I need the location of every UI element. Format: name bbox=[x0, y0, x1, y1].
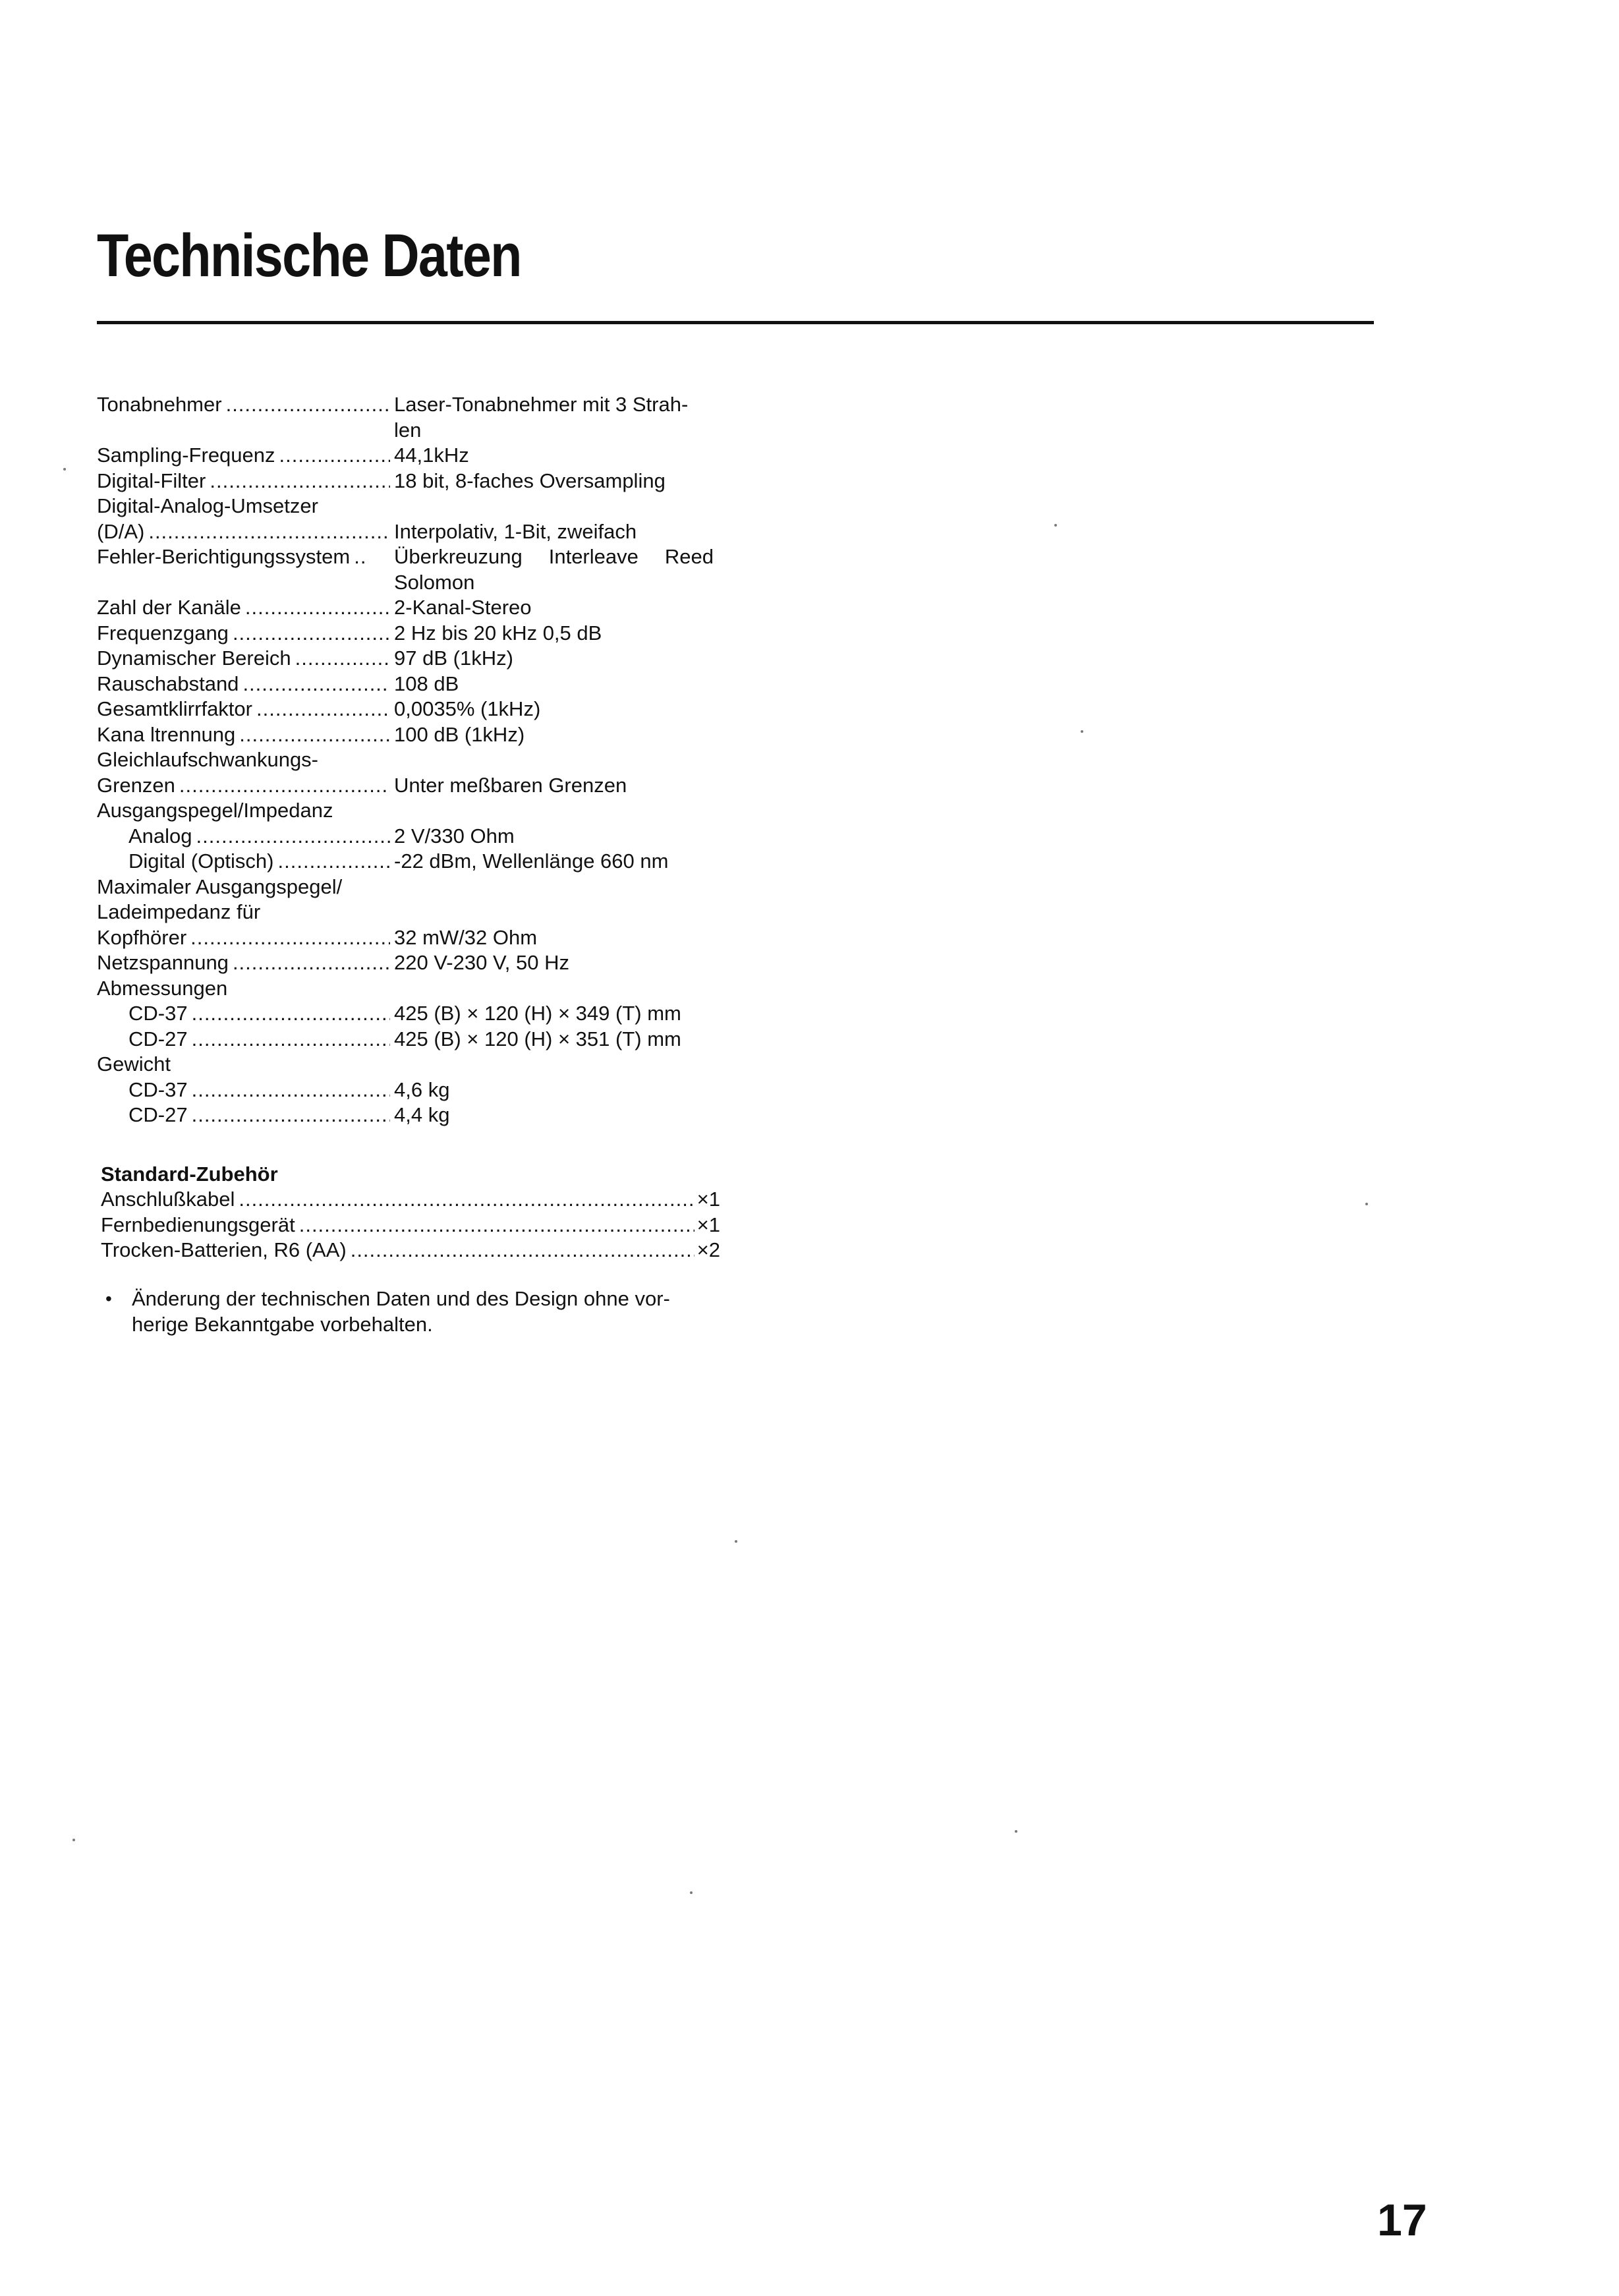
spec-label bbox=[97, 621, 390, 646]
accessory-row bbox=[101, 1238, 720, 1263]
dot-leader bbox=[274, 849, 391, 875]
scan-speck bbox=[690, 1891, 693, 1894]
spec-row bbox=[97, 1001, 756, 1027]
page-number: 17 bbox=[1377, 2195, 1427, 2245]
spec-value: Unter meßbaren Grenzen bbox=[394, 773, 627, 797]
scan-speck bbox=[72, 1839, 75, 1841]
spec-value: 108 dB bbox=[394, 672, 459, 695]
spec-label bbox=[97, 595, 390, 621]
spec-row bbox=[97, 773, 756, 799]
spec-label bbox=[97, 722, 390, 748]
dot-leader bbox=[229, 621, 390, 646]
dot-leader bbox=[188, 1103, 390, 1128]
spec-group-heading: Ausgangspegel/Impedanz bbox=[97, 799, 333, 822]
spec-value: 0,0035% (1kHz) bbox=[394, 697, 541, 720]
accessories-heading: Standard-Zubehör bbox=[101, 1162, 278, 1186]
spec-label-text: Digital-Filter bbox=[97, 469, 206, 492]
dot-leader bbox=[275, 443, 390, 469]
spec-label-text: Grenzen bbox=[97, 773, 175, 797]
spec-label-text: Analog bbox=[128, 824, 192, 847]
dot-leader bbox=[188, 1077, 390, 1103]
spec-label bbox=[97, 824, 390, 849]
dot-leader bbox=[239, 672, 390, 697]
spec-label bbox=[97, 672, 390, 697]
spec-value: 4,6 kg bbox=[394, 1077, 450, 1101]
spec-value: 2 V/330 Ohm bbox=[394, 824, 515, 847]
spec-list bbox=[97, 392, 756, 1128]
spec-label bbox=[97, 1077, 390, 1103]
footnote-text: Änderung der technischen Daten und des Design ohne vor-herige Bekanntgabe vorbehalten. bbox=[132, 1287, 670, 1336]
spec-value: 32 mW/32 Ohm bbox=[394, 925, 538, 949]
spec-row bbox=[97, 925, 756, 951]
spec-value: Überkreuzung Interleave Reed Solomon bbox=[394, 545, 714, 594]
spec-value: 100 dB (1kHz) bbox=[394, 722, 525, 746]
spec-label bbox=[97, 519, 390, 545]
dot-leader bbox=[235, 722, 390, 748]
accessory-row bbox=[101, 1187, 720, 1213]
spec-row bbox=[97, 469, 756, 494]
spec-row bbox=[97, 519, 756, 545]
spec-row bbox=[97, 849, 756, 875]
spec-value: 220 V-230 V, 50 Hz bbox=[394, 951, 569, 974]
spec-label bbox=[97, 1027, 390, 1052]
spec-value: 2-Kanal-Stereo bbox=[394, 596, 532, 619]
spec-row bbox=[97, 950, 756, 976]
spec-label bbox=[97, 1001, 390, 1027]
dot-leader bbox=[175, 773, 390, 799]
dot-leader bbox=[192, 824, 390, 849]
accessory-quantity: ×1 bbox=[696, 1213, 720, 1236]
spec-value: Interpolativ, 1-Bit, zweifach bbox=[394, 519, 637, 543]
spec-label-text: Zahl der Kanäle bbox=[97, 596, 241, 619]
spec-row bbox=[97, 672, 756, 697]
footnote bbox=[105, 1286, 725, 1337]
spec-row bbox=[97, 443, 756, 469]
spec-row bbox=[97, 722, 756, 748]
spec-row bbox=[97, 595, 756, 621]
spec-row bbox=[97, 544, 756, 595]
spec-row bbox=[97, 1077, 756, 1103]
spec-label-text: Tonabnehmer bbox=[97, 393, 222, 416]
spec-value: 425 (B) × 120 (H) × 351 (T) mm bbox=[394, 1027, 681, 1050]
scan-speck bbox=[1054, 524, 1057, 527]
spec-label-text: Kopfhörer bbox=[97, 925, 187, 949]
accessory-label: Anschlußkabel bbox=[101, 1188, 235, 1211]
dot-leader bbox=[206, 469, 390, 494]
dot-leader bbox=[222, 392, 390, 418]
scan-speck bbox=[63, 468, 66, 471]
dot-leader bbox=[188, 1001, 390, 1027]
scan-speck bbox=[735, 1540, 737, 1543]
accessory-row bbox=[101, 1213, 720, 1238]
spec-value: 4,4 kg bbox=[394, 1103, 450, 1126]
spec-label bbox=[97, 697, 390, 722]
scan-speck bbox=[1365, 1203, 1368, 1205]
scan-speck bbox=[1081, 730, 1083, 733]
spec-group-heading: Digital-Analog-Umsetzer bbox=[97, 494, 318, 517]
spec-label-text: Netzspannung bbox=[97, 951, 229, 974]
accessory-label: Trocken-Batterien, R6 (AA) bbox=[101, 1238, 347, 1261]
spec-group-heading: Gewicht bbox=[97, 1052, 171, 1076]
dot-leader bbox=[188, 1027, 390, 1052]
spec-label bbox=[97, 544, 390, 570]
accessory-quantity: ×1 bbox=[696, 1188, 720, 1211]
page-title: Technische Daten bbox=[97, 222, 521, 289]
spec-label-text: Fehler-Berichtigungssystem bbox=[97, 545, 351, 568]
spec-row bbox=[97, 646, 756, 672]
spec-group-heading: Abmessungen bbox=[97, 976, 228, 1000]
spec-label bbox=[97, 773, 390, 799]
dot-leader bbox=[229, 950, 390, 976]
spec-label bbox=[97, 925, 390, 951]
accessory-quantity: ×2 bbox=[696, 1238, 720, 1261]
dot-leader bbox=[235, 1187, 694, 1213]
spec-label-text: Kana ltrennung bbox=[97, 722, 236, 746]
spec-row bbox=[97, 697, 756, 722]
spec-label bbox=[97, 849, 390, 875]
spec-label bbox=[97, 443, 390, 469]
spec-value: -22 dBm, Wellenlänge 660 nm bbox=[394, 849, 669, 873]
accessories-list bbox=[101, 1187, 720, 1263]
spec-label bbox=[97, 646, 390, 672]
spec-label bbox=[97, 950, 390, 976]
spec-label-text: CD-27 bbox=[128, 1103, 188, 1126]
dot-leader bbox=[295, 1213, 695, 1238]
spec-label-text: Digital (Optisch) bbox=[128, 849, 274, 873]
spec-row bbox=[97, 1103, 756, 1128]
dot-leader bbox=[241, 595, 390, 621]
dot-leader bbox=[186, 925, 390, 951]
spec-label-text: CD-27 bbox=[128, 1027, 188, 1050]
dot-leader bbox=[350, 544, 367, 570]
spec-group-heading: Gleichlaufschwankungs- bbox=[97, 748, 319, 771]
dot-leader bbox=[291, 646, 390, 672]
spec-label-text: Gesamtklirrfaktor bbox=[97, 697, 252, 720]
spec-label bbox=[97, 392, 390, 418]
spec-value: 44,1kHz bbox=[394, 444, 469, 467]
spec-label-text: Sampling-Frequenz bbox=[97, 444, 275, 467]
spec-group-heading: Maximaler Ausgangspegel/ bbox=[97, 875, 343, 898]
spec-label-text: CD-37 bbox=[128, 1002, 188, 1025]
spec-group-heading: Ladeimpedanz für bbox=[97, 900, 261, 923]
spec-label bbox=[97, 469, 390, 494]
spec-label-text: Rauschabstand bbox=[97, 672, 239, 695]
scan-speck bbox=[1015, 1830, 1017, 1833]
dot-leader bbox=[252, 697, 390, 722]
spec-row bbox=[97, 392, 756, 443]
spec-value: 97 dB (1kHz) bbox=[394, 646, 513, 670]
accessory-label: Fernbedienungsgerät bbox=[101, 1213, 295, 1236]
spec-row bbox=[97, 824, 756, 849]
spec-label-text: Dynamischer Bereich bbox=[97, 646, 291, 670]
title-divider bbox=[97, 321, 1374, 324]
dot-leader bbox=[347, 1238, 695, 1263]
spec-label-text: CD-37 bbox=[128, 1077, 188, 1101]
spec-label-text: (D/A) bbox=[97, 519, 145, 543]
spec-row bbox=[97, 621, 756, 646]
spec-label bbox=[97, 1103, 390, 1128]
bullet-icon: • bbox=[105, 1288, 112, 1309]
spec-value: 2 Hz bis 20 kHz 0,5 dB bbox=[394, 621, 602, 645]
spec-label-text: Frequenzgang bbox=[97, 621, 229, 645]
spec-value: 425 (B) × 120 (H) × 349 (T) mm bbox=[394, 1002, 681, 1025]
spec-row bbox=[97, 1027, 756, 1052]
spec-value: 18 bit, 8-faches Oversampling bbox=[394, 469, 666, 492]
dot-leader bbox=[144, 519, 390, 545]
spec-value: Laser-Tonabnehmer mit 3 Strah-len bbox=[394, 393, 689, 442]
